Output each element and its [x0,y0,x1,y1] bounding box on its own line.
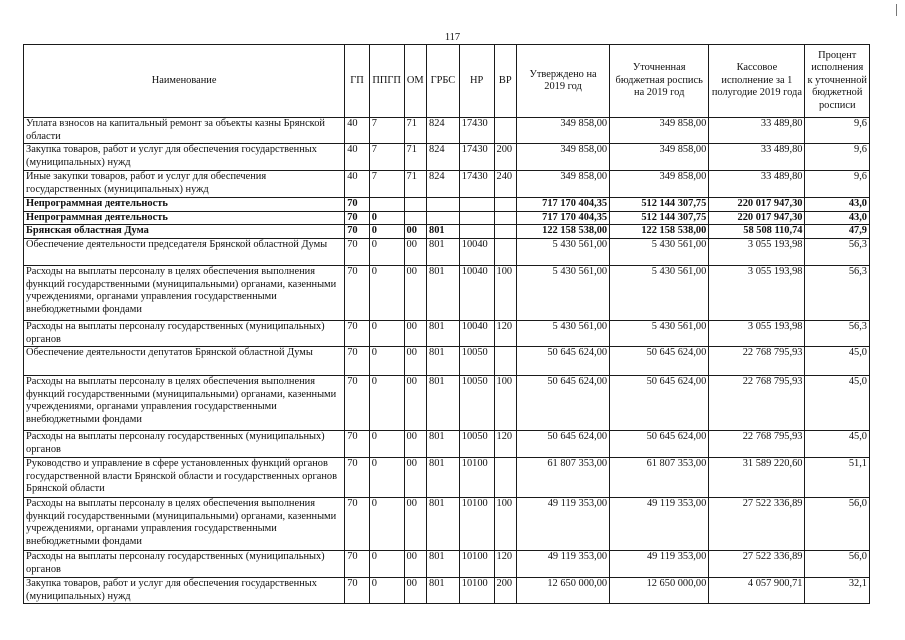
cell-gp: 40 [345,171,370,198]
cell-approved: 49 119 353,00 [517,498,610,551]
cell-percent: 9,6 [805,144,870,171]
cell-percent: 43,0 [805,211,870,225]
cell-percent: 32,1 [805,578,870,604]
cell-gp: 70 [345,225,370,239]
cell-om: 00 [404,376,427,431]
cell-om: 71 [404,118,427,144]
cell-vr: 240 [494,171,517,198]
cell-refined: 49 119 353,00 [610,551,709,578]
cell-om: 00 [404,265,427,320]
cell-grbs: 801 [427,458,460,498]
cell-om: 00 [404,238,427,265]
cell-om [404,198,427,212]
header-refined: Уточненная бюджетная роспись на 2019 год [610,45,709,118]
cell-grbs: 801 [427,498,460,551]
cell-gp: 70 [345,238,370,265]
cell-approved: 5 430 561,00 [517,320,610,346]
header-cash: Кассовое исполнение за 1 полугодие 2019 года [709,45,805,118]
cell-percent: 47,9 [805,225,870,239]
cell-gp: 70 [345,211,370,225]
table-row [24,320,870,346]
cell-gp: 70 [345,431,370,458]
cell-gp: 70 [345,320,370,346]
cell-grbs: 824 [427,144,460,171]
cell-percent: 56,3 [805,320,870,346]
header-ppgp: ППГП [369,45,404,118]
cell-name: Иные закупки товаров, работ и услуг для обеспечения государственных (муниципальных) нужд [24,171,345,198]
cell-vr: 100 [494,265,517,320]
cell-ppgp: 0 [369,320,404,346]
cell-grbs: 801 [427,431,460,458]
cell-name: Непрограммная деятельность [24,198,345,212]
cell-ppgp: 0 [369,347,404,376]
cell-ppgp: 0 [369,376,404,431]
cell-vr: 120 [494,320,517,346]
cell-grbs: 824 [427,118,460,144]
cell-refined: 12 650 000,00 [610,578,709,604]
cell-grbs: 801 [427,238,460,265]
cell-cash: 4 057 900,71 [709,578,805,604]
cell-cash: 33 489,80 [709,118,805,144]
cell-cash: 22 768 795,93 [709,347,805,376]
cell-om: 00 [404,347,427,376]
cell-cash: 22 768 795,93 [709,376,805,431]
budget-table [23,44,870,604]
header-gp: ГП [345,45,370,118]
cell-approved: 50 645 624,00 [517,376,610,431]
cell-approved: 717 170 404,35 [517,198,610,212]
cell-vr: 100 [494,498,517,551]
header-np: НР [459,45,494,118]
cell-refined: 50 645 624,00 [610,431,709,458]
cell-percent: 56,0 [805,498,870,551]
cell-approved: 50 645 624,00 [517,347,610,376]
cell-np [459,211,494,225]
cell-cash: 220 017 947,30 [709,198,805,212]
cell-approved: 50 645 624,00 [517,431,610,458]
cell-cash: 3 055 193,98 [709,265,805,320]
cell-vr: 120 [494,551,517,578]
cell-approved: 49 119 353,00 [517,551,610,578]
cell-name: Обеспечение деятельности председателя Брянской областной Думы [24,238,345,265]
cell-grbs: 801 [427,265,460,320]
table-row [24,118,870,144]
cell-ppgp: 7 [369,144,404,171]
cell-name: Расходы на выплаты персоналу в целях обеспечения выполнения функций государственными (муниципальными) органами, казенными учреждениями, органами управления государственными внебюджетными фондами [24,376,345,431]
cell-percent: 43,0 [805,198,870,212]
cell-cash: 22 768 795,93 [709,431,805,458]
cell-refined: 512 144 307,75 [610,211,709,225]
cell-om: 00 [404,431,427,458]
cell-approved: 5 430 561,00 [517,238,610,265]
table-row [24,431,870,458]
cell-ppgp: 0 [369,578,404,604]
cell-om: 00 [404,225,427,239]
cell-ppgp: 0 [369,225,404,239]
cell-percent: 45,0 [805,347,870,376]
cell-percent: 56,3 [805,238,870,265]
cell-name: Непрограммная деятельность [24,211,345,225]
cell-om: 00 [404,320,427,346]
cell-om: 71 [404,171,427,198]
table-row [24,225,870,239]
cell-name: Расходы на выплаты персоналу государственных (муниципальных) органов [24,431,345,458]
cell-percent: 56,0 [805,551,870,578]
cell-name: Расходы на выплаты персоналу государственных (муниципальных) органов [24,551,345,578]
cell-gp: 70 [345,376,370,431]
cell-vr: 100 [494,376,517,431]
cell-refined: 5 430 561,00 [610,265,709,320]
cell-ppgp: 7 [369,118,404,144]
cell-np: 17430 [459,118,494,144]
cell-percent: 51,1 [805,458,870,498]
cell-refined: 5 430 561,00 [610,320,709,346]
cell-approved: 349 858,00 [517,118,610,144]
table-row [24,458,870,498]
header-om: ОМ [404,45,427,118]
cell-np: 10050 [459,376,494,431]
cell-refined: 50 645 624,00 [610,376,709,431]
cell-np: 10050 [459,347,494,376]
cell-gp: 70 [345,578,370,604]
header-percent: Процент исполнения к уточненной бюджетной росписи [805,45,870,118]
cell-np: 10100 [459,498,494,551]
cell-grbs: 801 [427,225,460,239]
cell-gp: 70 [345,551,370,578]
table-row [24,347,870,376]
table-row [24,265,870,320]
cell-percent: 56,3 [805,265,870,320]
cell-grbs: 801 [427,320,460,346]
cell-np: 10050 [459,431,494,458]
cell-np: 10100 [459,578,494,604]
cell-name: Брянская областная Дума [24,225,345,239]
cell-name: Закупка товаров, работ и услуг для обеспечения государственных (муниципальных) нужд [24,578,345,604]
table-row [24,498,870,551]
cell-grbs: 801 [427,551,460,578]
cell-ppgp: 0 [369,265,404,320]
cell-vr [494,458,517,498]
cell-refined: 61 807 353,00 [610,458,709,498]
cell-grbs [427,211,460,225]
cell-grbs: 801 [427,376,460,431]
cell-name: Закупка товаров, работ и услуг для обеспечения государственных (муниципальных) нужд [24,144,345,171]
header-grbs: ГРБС [427,45,460,118]
cell-gp: 40 [345,144,370,171]
cell-percent: 45,0 [805,431,870,458]
cell-approved: 349 858,00 [517,144,610,171]
cell-ppgp: 0 [369,551,404,578]
cell-ppgp [369,198,404,212]
cell-vr: 120 [494,431,517,458]
cell-vr [494,118,517,144]
cell-vr: 200 [494,144,517,171]
table-row [24,376,870,431]
cell-name: Расходы на выплаты персоналу государственных (муниципальных) органов [24,320,345,346]
cell-refined: 122 158 538,00 [610,225,709,239]
cell-np: 10040 [459,320,494,346]
cell-refined: 349 858,00 [610,144,709,171]
cell-name: Уплата взносов на капитальный ремонт за объекты казны Брянской области [24,118,345,144]
cell-gp: 70 [345,265,370,320]
cell-om: 71 [404,144,427,171]
cell-ppgp: 7 [369,171,404,198]
page-number: 117 [444,32,461,43]
table-row [24,198,870,212]
cell-grbs: 801 [427,347,460,376]
table-row [24,211,870,225]
cell-approved: 717 170 404,35 [517,211,610,225]
cell-cash: 33 489,80 [709,171,805,198]
header-name: Наименование [24,45,345,118]
cell-percent: 9,6 [805,118,870,144]
cell-cash: 58 508 110,74 [709,225,805,239]
cell-vr [494,225,517,239]
cell-vr [494,238,517,265]
cell-refined: 5 430 561,00 [610,238,709,265]
cell-refined: 349 858,00 [610,171,709,198]
cell-cash: 27 522 336,89 [709,498,805,551]
cell-refined: 50 645 624,00 [610,347,709,376]
cell-ppgp: 0 [369,238,404,265]
table-body [24,118,870,604]
cell-gp: 70 [345,198,370,212]
cell-cash: 27 522 336,89 [709,551,805,578]
cell-np: 17430 [459,171,494,198]
header-approved: Утверждено на 2019 год [517,45,610,118]
cell-ppgp: 0 [369,498,404,551]
cell-approved: 61 807 353,00 [517,458,610,498]
cell-np: 10100 [459,551,494,578]
cell-refined: 49 119 353,00 [610,498,709,551]
cell-grbs: 801 [427,578,460,604]
header-vr: ВР [494,45,517,118]
table-row [24,238,870,265]
cell-name: Обеспечение деятельности депутатов Брянской областной Думы [24,347,345,376]
cell-gp: 70 [345,347,370,376]
table-row [24,578,870,604]
cell-name: Расходы на выплаты персоналу в целях обеспечения выполнения функций государственными (муниципальными) органами, казенными учреждениями, органами управления государственными внебюджетными фондами [24,265,345,320]
cell-refined: 512 144 307,75 [610,198,709,212]
cell-refined: 349 858,00 [610,118,709,144]
cell-cash: 3 055 193,98 [709,238,805,265]
cell-approved: 122 158 538,00 [517,225,610,239]
cell-cash: 3 055 193,98 [709,320,805,346]
cell-grbs: 824 [427,171,460,198]
cell-om: 00 [404,458,427,498]
cell-vr [494,198,517,212]
table-row [24,171,870,198]
cell-ppgp: 0 [369,431,404,458]
table-row [24,144,870,171]
cell-np [459,198,494,212]
table-header-row [24,45,870,118]
cell-vr [494,211,517,225]
cell-om: 00 [404,498,427,551]
cell-name: Руководство и управление в сфере установленных функций органов государственной власти Брянской области и государственных органов Брянской области [24,458,345,498]
cell-approved: 349 858,00 [517,171,610,198]
cell-vr: 200 [494,578,517,604]
cell-ppgp: 0 [369,211,404,225]
cell-gp: 40 [345,118,370,144]
cell-np: 10040 [459,265,494,320]
cell-approved: 5 430 561,00 [517,265,610,320]
cell-name: Расходы на выплаты персоналу в целях обеспечения выполнения функций государственными (муниципальными) органами, казенными учреждениями, органами управления государственными внебюджетными фондами [24,498,345,551]
cell-approved: 12 650 000,00 [517,578,610,604]
table-row [24,551,870,578]
cell-percent: 9,6 [805,171,870,198]
margin-mark [896,4,897,16]
cell-np: 10100 [459,458,494,498]
cell-gp: 70 [345,498,370,551]
cell-vr [494,347,517,376]
cell-cash: 31 589 220,60 [709,458,805,498]
cell-np [459,225,494,239]
cell-om: 00 [404,578,427,604]
cell-om: 00 [404,551,427,578]
cell-om [404,211,427,225]
cell-cash: 33 489,80 [709,144,805,171]
cell-np: 17430 [459,144,494,171]
cell-ppgp: 0 [369,458,404,498]
cell-cash: 220 017 947,30 [709,211,805,225]
cell-gp: 70 [345,458,370,498]
cell-grbs [427,198,460,212]
cell-percent: 45,0 [805,376,870,431]
cell-np: 10040 [459,238,494,265]
